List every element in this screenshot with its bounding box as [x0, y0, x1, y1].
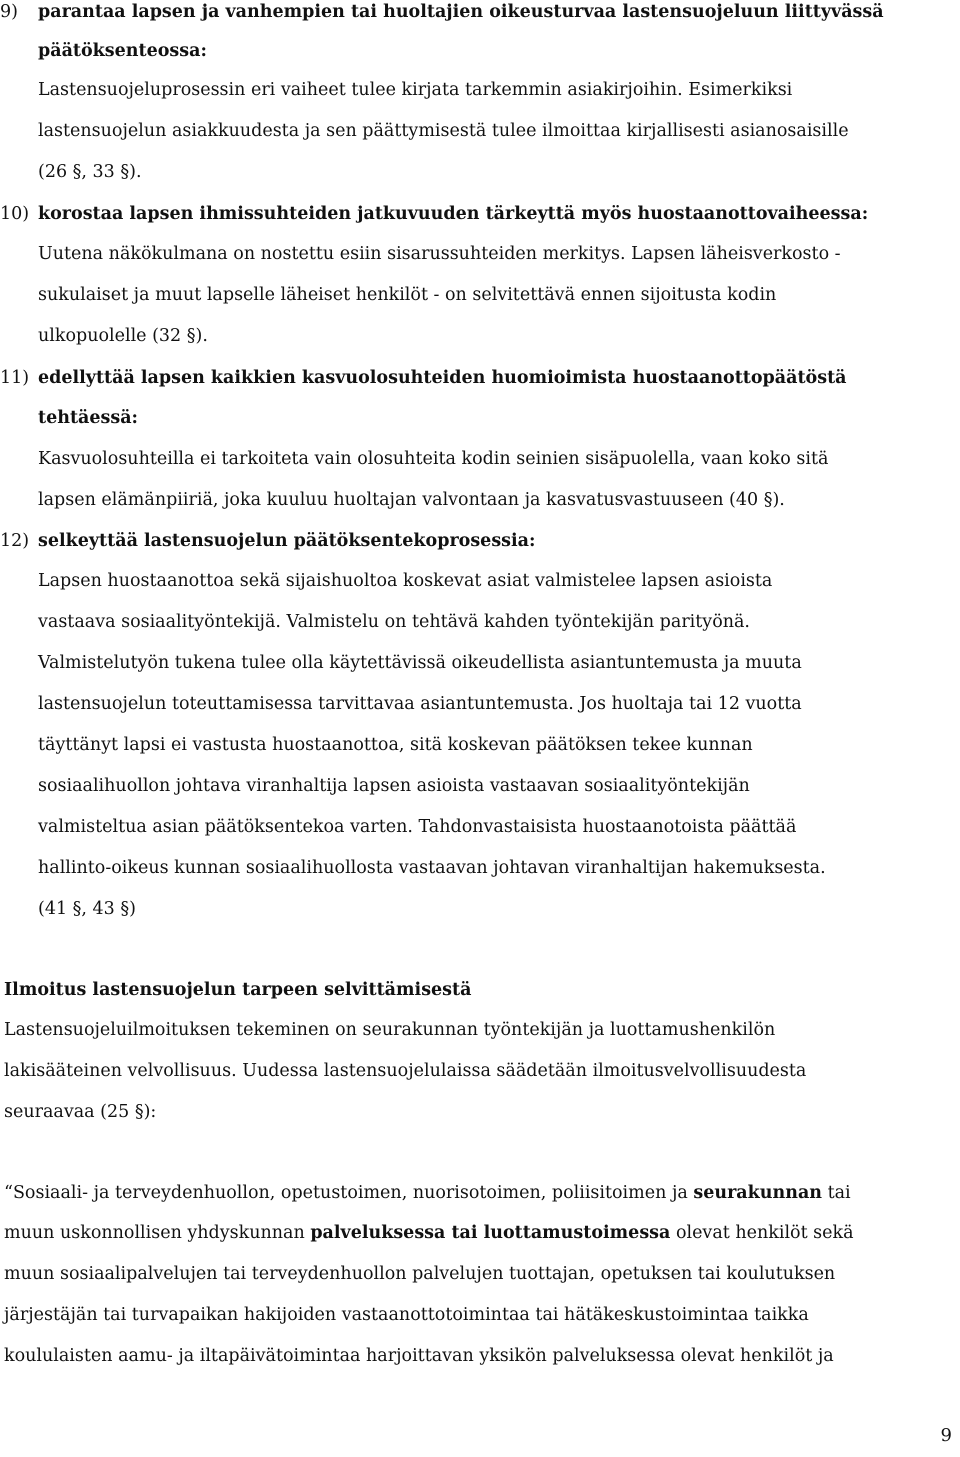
quote-text: muun uskonnollisen yhdyskunnan — [4, 1223, 311, 1243]
paragraph-line: Lastensuojeluilmoituksen tekeminen on seurakunnan työntekijän ja luottamushenkilön — [4, 1020, 776, 1040]
quote-line — [4, 1223, 854, 1243]
paragraph-line: lastensuojelun asiakkuudesta ja sen päättymisestä tulee ilmoittaa kirjallisesti asianosaisille — [38, 121, 849, 141]
item-heading-text: päätöksenteossa: — [38, 41, 207, 61]
paragraph-line: seuraavaa (25 §): — [4, 1102, 157, 1122]
paragraph-line: Kasvuolosuhteilla ei tarkoiteta vain olosuhteita kodin seinien sisäpuolella, vaan koko sitä — [38, 449, 829, 469]
paragraph-line: valmisteltua asian päätöksentekoa varten. Tahdonvastaisista huostaanotoista päättää — [38, 817, 797, 837]
quote-line: järjestäjän tai turvapaikan hakijoiden vastaanottotoimintaa tai hätäkeskustoimintaa taikka — [4, 1305, 809, 1325]
paragraph-line: vastaava sosiaalityöntekijä. Valmistelu on tehtävä kahden työntekijän parityönä. — [38, 612, 750, 632]
paragraph-line: lakisääteinen velvollisuus. Uudessa lastensuojelulaissa säädetään ilmoitusvelvollisuudesta — [4, 1061, 807, 1081]
quote-emphasis: palveluksessa tai luottamustoimessa — [310, 1223, 671, 1243]
item-heading-text: korostaa lapsen ihmissuhteiden jatkuvuuden tärkeyttä myös huostaanottovaiheessa: — [38, 204, 869, 224]
quote-line — [4, 1183, 851, 1203]
paragraph-line: Uutena näkökulmana on nostettu esiin sisarussuhteiden merkitys. Lapsen läheisverkosto - — [38, 244, 841, 264]
quote-text: “Sosiaali- ja terveydenhuollon, opetustoimen, nuorisotoimen, poliisitoimen ja — [4, 1183, 694, 1203]
item-number: 9) — [0, 2, 18, 22]
quote-emphasis: seurakunnan — [693, 1183, 823, 1203]
paragraph-line: Lastensuojeluprosessin eri vaiheet tulee kirjata tarkemmin asiakirjoihin. Esimerkiksi — [38, 80, 793, 100]
paragraph-line: Valmistelutyön tukena tulee olla käytettävissä oikeudellista asiantuntemusta ja muuta — [38, 653, 802, 673]
item-heading-text: parantaa lapsen ja vanhempien tai huoltajien oikeusturvaa lastensuojeluun liittyvässä — [38, 2, 884, 22]
item-heading-text: selkeyttää lastensuojelun päätöksentekoprosessia: — [38, 531, 536, 551]
paragraph-line: lapsen elämänpiiriä, joka kuuluu huoltajan valvontaan ja kasvatusvastuuseen (40 §). — [38, 490, 785, 510]
page-number: 9 — [940, 1425, 952, 1446]
item-heading-text: tehtäessä: — [38, 408, 139, 428]
item-number: 12) — [0, 531, 30, 551]
paragraph-line: lastensuojelun toteuttamisessa tarvittavaa asiantuntemusta. Jos huoltaja tai 12 vuotta — [38, 694, 802, 714]
item-heading-text: edellyttää lapsen kaikkien kasvuolosuhteiden huomioimista huostaanottopäätöstä — [38, 368, 847, 388]
quote-line: koululaisten aamu- ja iltapäivätoimintaa harjoittavan yksikön palveluksessa olevat henkilöt ja — [4, 1346, 834, 1366]
paragraph-line: sosiaalihuollon johtava viranhaltija lapsen asioista vastaavan sosiaalityöntekijän — [38, 776, 750, 796]
paragraph-line: täyttänyt lapsi ei vastusta huostaanottoa, sitä koskevan päätöksen tekee kunnan — [38, 735, 753, 755]
quote-line: muun sosiaalipalvelujen tai terveydenhuollon palvelujen tuottajan, opetuksen tai koulutuksen — [4, 1264, 836, 1284]
paragraph-line: sukulaiset ja muut lapselle läheiset henkilöt - on selvitettävä ennen sijoitusta kodin — [38, 285, 777, 305]
paragraph-line: (26 §, 33 §). — [38, 162, 142, 182]
item-number: 11) — [0, 368, 30, 388]
paragraph-line: ulkopuolelle (32 §). — [38, 326, 208, 346]
paragraph-line: Lapsen huostaanottoa sekä sijaishuoltoa koskevat asiat valmistelee lapsen asioista — [38, 571, 773, 591]
paragraph-line: (41 §, 43 §) — [38, 899, 136, 919]
quote-text: olevat henkilöt sekä — [670, 1223, 854, 1243]
item-number: 10) — [0, 204, 30, 224]
paragraph-line: hallinto-oikeus kunnan sosiaalihuollosta vastaavan johtavan viranhaltijan hakemuksesta. — [38, 858, 826, 878]
quote-text: tai — [822, 1183, 851, 1203]
section-title: Ilmoitus lastensuojelun tarpeen selvittämisestä — [4, 980, 472, 1000]
